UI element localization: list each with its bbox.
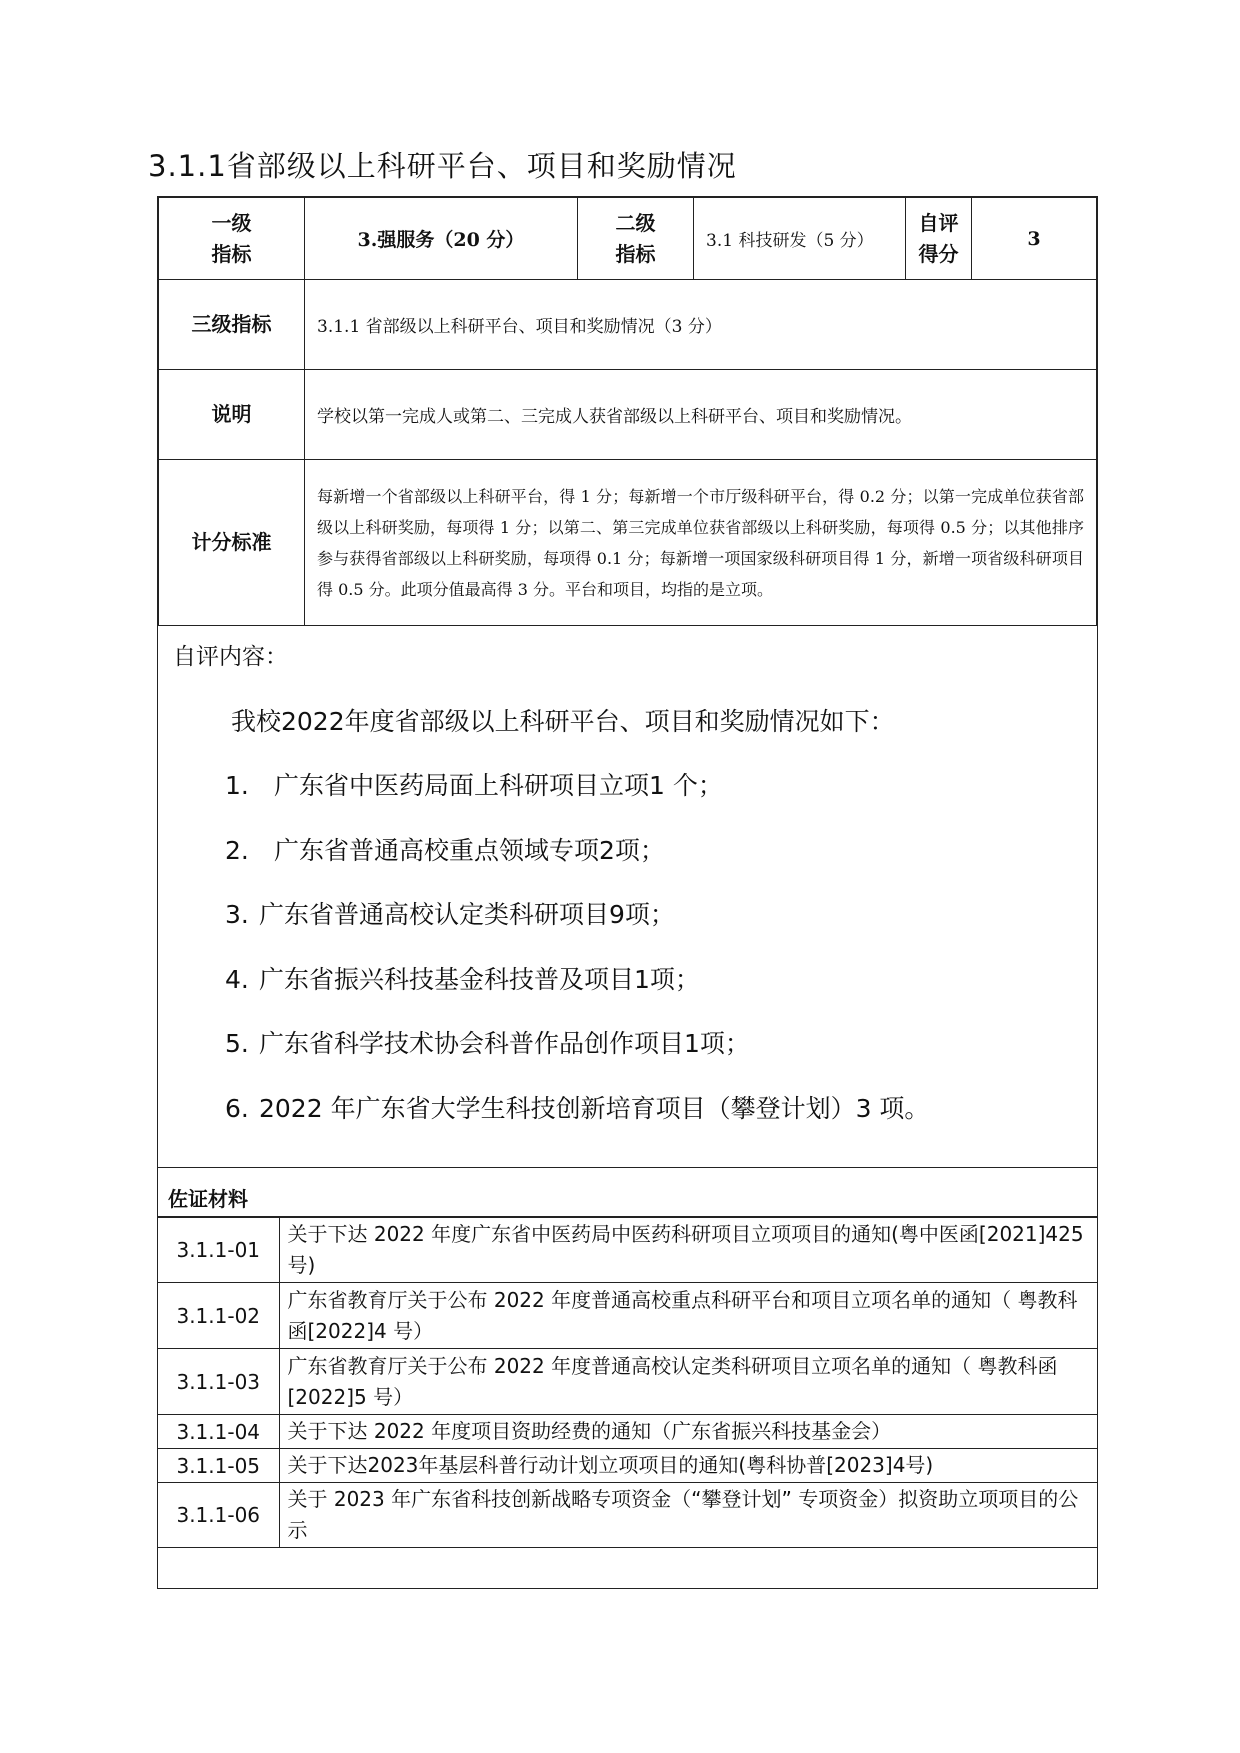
scoring-value: 每新增一个省部级以上科研平台，得 1 分；每新增一个市厅级科研平台，得 0.2 分；以第一完成单位获省部级以上科研奖励，每项得 1 分；以第二、第三完成单位获省部级以上科研奖励，每项得 0.5 分；以其他排序参与获得省部级以上科研奖励，每项得 0.1 分；每新增一项国家级科研项目得 1 分，新增一项省级科研项目得 0.5 分。此项分值最高得 3 分。平台和项目，均指的是立项。 — [305, 460, 1097, 626]
evidence-code: 3.1.1-05 — [158, 1449, 279, 1483]
page-title: 3.1.1省部级以上科研平台、项目和奖励情况 — [148, 149, 737, 183]
evidence-title: 广东省教育厅关于公布 2022 年度普通高校认定类科研项目立项名单的通知（ 粤教科函[2022]5 号） — [279, 1349, 1097, 1415]
evidence-code: 3.1.1-06 — [158, 1483, 279, 1548]
level2-label: 二级 指标 — [578, 198, 694, 280]
evidence-title: 关于 2023 年广东省科技创新战略专项资金（“攀登计划” 专项资金）拟资助立项项目的公示 — [279, 1483, 1097, 1548]
self-evaluation-section — [158, 625, 1097, 1167]
list-item: 5. 广东省科学技术协会科普作品创作项目1项； — [225, 1029, 750, 1058]
evidence-title: 关于下达2023年基层科普行动计划立项项目的通知(粤科协普[2023]4号) — [279, 1449, 1097, 1483]
explanation-value: 学校以第一完成人或第二、三完成人获省部级以上科研平台、项目和奖励情况。 — [305, 370, 1097, 460]
list-item: 4. 广东省振兴科技基金科技普及项目1项； — [225, 964, 700, 994]
scoring-row — [159, 460, 1097, 626]
table-row — [158, 1283, 1097, 1349]
level3-row — [159, 280, 1097, 370]
evidence-section — [158, 1167, 1097, 1548]
evidence-heading: 佐证材料 — [158, 1168, 1097, 1217]
score-label: 自评 得分 — [906, 198, 972, 280]
level3-value: 3.1.1 省部级以上科研平台、项目和奖励情况（3 分） — [305, 280, 1097, 370]
list-item: 2. 广东省普通高校重点领域专项2项； — [225, 835, 665, 865]
indicator-table — [158, 197, 1097, 626]
self-evaluation-intro: 我校2022年度省部级以上科研平台、项目和奖励情况如下： — [231, 707, 895, 736]
evidence-code: 3.1.1-03 — [158, 1349, 279, 1415]
score-value: 3 — [972, 198, 1097, 280]
table-row — [158, 1483, 1097, 1548]
evidence-table — [158, 1217, 1097, 1548]
table-row — [158, 1449, 1097, 1483]
level1-label: 一级 指标 — [159, 198, 305, 280]
list-item: 3. 广东省普通高校认定类科研项目9项； — [225, 900, 675, 929]
evidence-title: 关于下达 2022 年度项目资助经费的通知（广东省振兴科技基金会） — [279, 1415, 1097, 1449]
level3-label: 三级指标 — [159, 280, 305, 370]
list-item: 1. 广东省中医药局面上科研项目立项1 个； — [225, 771, 723, 800]
level1-value: 3.强服务（20 分） — [305, 198, 578, 280]
level2-value: 3.1 科技研发（5 分） — [694, 198, 906, 280]
table-row — [158, 1349, 1097, 1415]
table-row — [158, 1218, 1097, 1283]
scoring-label: 计分标准 — [159, 460, 305, 626]
evidence-title: 关于下达 2022 年度广东省中医药局中医药科研项目立项项目的通知(粤中医函[2021]425 号) — [279, 1218, 1097, 1283]
self-evaluation-list — [225, 766, 929, 1153]
evidence-code: 3.1.1-02 — [158, 1283, 279, 1349]
evaluation-sheet — [157, 196, 1098, 1589]
evidence-code: 3.1.1-01 — [158, 1218, 279, 1283]
evidence-code: 3.1.1-04 — [158, 1415, 279, 1449]
table-row — [158, 1415, 1097, 1449]
explanation-label: 说明 — [159, 370, 305, 460]
evidence-title: 广东省教育厅关于公布 2022 年度普通高校重点科研平台和项目立项名单的通知（ 粤教科函[2022]4 号） — [279, 1283, 1097, 1349]
explanation-row — [159, 370, 1097, 460]
header-row — [159, 198, 1097, 280]
list-item: 6. 2022 年广东省大学生科技创新培育项目（攀登计划）3 项。 — [225, 1093, 930, 1123]
self-evaluation-heading: 自评内容： — [173, 644, 288, 670]
